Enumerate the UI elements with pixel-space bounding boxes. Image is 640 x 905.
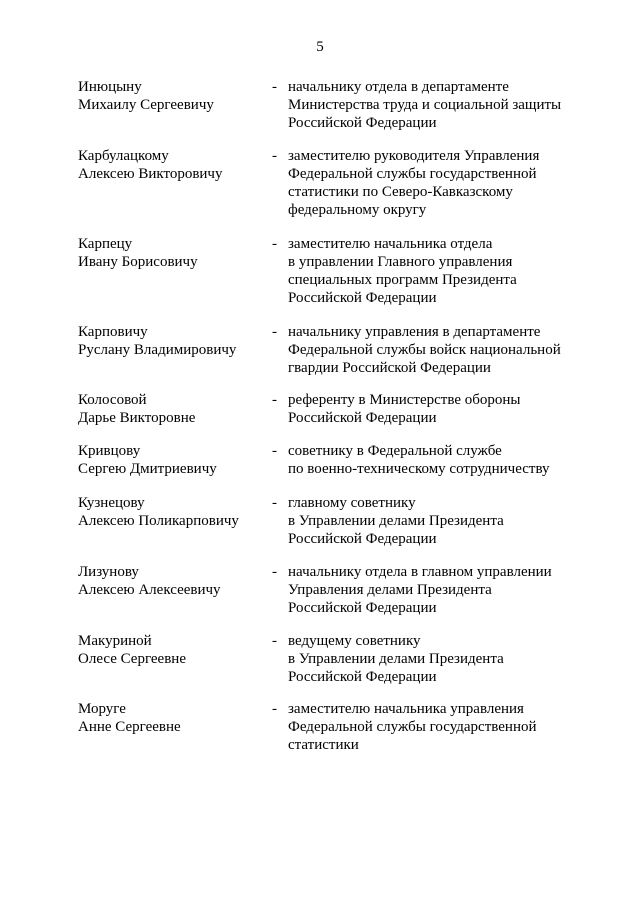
dash-separator: - [272, 236, 277, 252]
dash-separator: - [272, 324, 277, 340]
dash-separator: - [272, 495, 277, 511]
position-line: Российской Федерации [288, 290, 437, 306]
given-names: Дарье Викторовне [78, 410, 196, 426]
position-line: Министерства труда и социальной защиты [288, 97, 562, 113]
position-text [288, 323, 588, 377]
dash-separator: - [272, 633, 277, 649]
position-line: начальнику отдела в департаменте [288, 79, 509, 95]
position-line: Российской Федерации [288, 669, 437, 685]
person-name [78, 494, 268, 530]
position-line: федеральному округу [288, 202, 427, 218]
person-name [78, 78, 268, 114]
given-names: Руслану Владимировичу [78, 342, 237, 358]
given-names: Олесе Сергеевне [78, 651, 186, 667]
dash-separator: - [272, 443, 277, 459]
position-line: заместителю руководителя Управления [288, 148, 540, 164]
surname: Лизунову [78, 564, 139, 580]
position-line: специальных программ Президента [288, 272, 517, 288]
given-names: Михаилу Сергеевичу [78, 97, 214, 113]
position-text [288, 78, 588, 132]
position-line: в Управлении делами Президента [288, 651, 504, 667]
dash-separator: - [272, 564, 277, 580]
given-names: Ивану Борисовичу [78, 254, 198, 270]
given-names: Сергею Дмитриевичу [78, 461, 217, 477]
position-text [288, 563, 588, 617]
surname: Кузнецову [78, 495, 145, 511]
position-line: Российской Федерации [288, 600, 437, 616]
given-names: Алексею Поликарповичу [78, 513, 239, 529]
position-line: Управления делами Президента [288, 582, 492, 598]
position-line: по военно-техническому сотрудничеству [288, 461, 550, 477]
given-names: Алексею Алексеевичу [78, 582, 221, 598]
surname: Карбулацкому [78, 148, 169, 164]
surname: Карповичу [78, 324, 148, 340]
surname: Карпецу [78, 236, 133, 252]
dash-separator: - [272, 392, 277, 408]
person-name [78, 235, 268, 271]
dash-separator: - [272, 79, 277, 95]
person-name [78, 632, 268, 668]
person-name [78, 442, 268, 478]
position-line: статистики по Северо-Кавказскому [288, 184, 513, 200]
position-line: начальнику отдела в главном управлении [288, 564, 552, 580]
position-line: в Управлении делами Президента [288, 513, 504, 529]
position-line: Российской Федерации [288, 410, 437, 426]
dash-separator: - [272, 148, 277, 164]
position-line: гвардии Российской Федерации [288, 360, 491, 376]
position-text [288, 147, 588, 219]
position-text [288, 391, 588, 427]
surname: Макуриной [78, 633, 152, 649]
person-name [78, 700, 268, 736]
position-line: заместителю начальника отдела [288, 236, 493, 252]
surname: Инюцыну [78, 79, 142, 95]
position-line: Федеральной службы государственной [288, 719, 537, 735]
person-name [78, 391, 268, 427]
position-text [288, 235, 588, 307]
position-line: Российской Федерации [288, 115, 437, 131]
position-text [288, 442, 588, 478]
person-name [78, 563, 268, 599]
dash-separator: - [272, 701, 277, 717]
position-line: в управлении Главного управления [288, 254, 513, 270]
surname: Колосовой [78, 392, 147, 408]
position-line: ведущему советнику [288, 633, 421, 649]
person-name [78, 147, 268, 183]
person-name [78, 323, 268, 359]
given-names: Алексею Викторовичу [78, 166, 223, 182]
position-text [288, 700, 588, 754]
page-number: 5 [316, 39, 324, 55]
position-text [288, 494, 588, 548]
surname: Моруге [78, 701, 126, 717]
position-line: статистики [288, 737, 359, 753]
position-line: Федеральной службы войск национальной [288, 342, 561, 358]
position-line: заместителю начальника управления [288, 701, 524, 717]
position-line: начальнику управления в департаменте [288, 324, 541, 340]
surname: Кривцову [78, 443, 141, 459]
position-line: Российской Федерации [288, 531, 437, 547]
position-text [288, 632, 588, 686]
position-line: главному советнику [288, 495, 416, 511]
position-line: советнику в Федеральной службе [288, 443, 502, 459]
position-line: референту в Министерстве обороны [288, 392, 521, 408]
position-line: Федеральной службы государственной [288, 166, 537, 182]
given-names: Анне Сергеевне [78, 719, 181, 735]
